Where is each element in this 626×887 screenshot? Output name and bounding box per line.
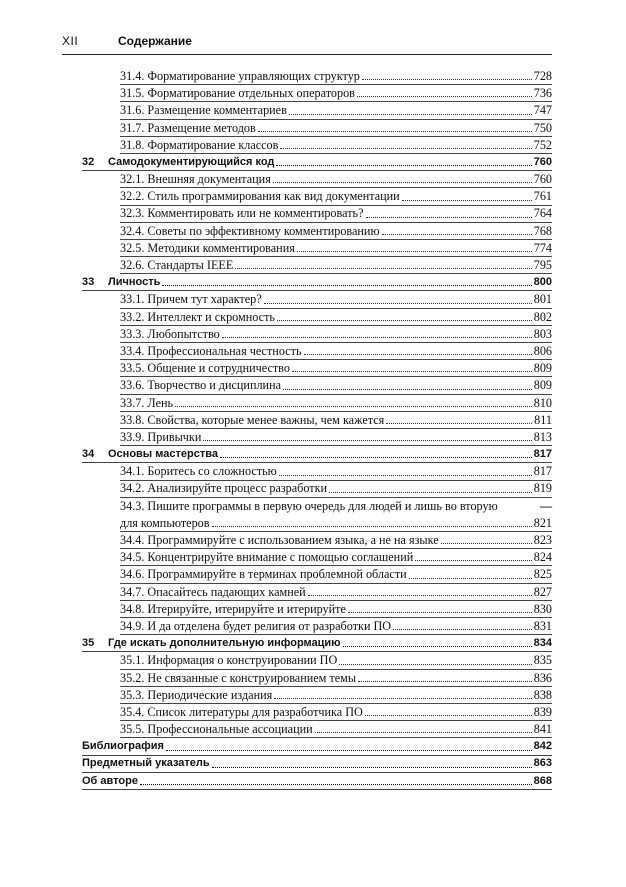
chapter-title: Где искать дополнительную информацию: [108, 637, 341, 650]
toc-chapter-entry[interactable]: [82, 274, 552, 291]
toc-section-entry[interactable]: [82, 223, 552, 240]
section-page: 836: [533, 670, 552, 685]
em-dash: —: [539, 498, 552, 513]
dot-leader: [357, 96, 532, 97]
dot-leader: [276, 165, 531, 166]
section-title: 34.2. Анализируйте процесс разработки: [120, 481, 328, 496]
toc-section-entry[interactable]: [82, 291, 552, 308]
section-title: 33.5. Общение и сотрудничество: [120, 361, 290, 376]
dot-leader: [277, 320, 532, 321]
section-page: 809: [533, 361, 552, 376]
toc-section-entry[interactable]: [82, 549, 552, 566]
section-title: 34.9. И да отделена будет религия от разработки ПО: [120, 618, 392, 633]
dot-leader: [280, 148, 531, 149]
toc-section-entry[interactable]: [82, 395, 552, 412]
dot-leader: [289, 114, 532, 115]
toc-section-entry[interactable]: [82, 566, 552, 583]
section-page: 830: [533, 601, 552, 616]
section-page: 821: [533, 515, 552, 530]
section-page: 825: [533, 567, 552, 582]
toc-section-entry[interactable]: [82, 721, 552, 738]
section-page: 760: [533, 172, 552, 187]
table-of-contents: [82, 68, 552, 790]
section-page: 838: [533, 687, 552, 702]
section-page: 809: [533, 378, 552, 393]
section-title: 33.9. Привычки: [120, 429, 202, 444]
dot-leader: [315, 732, 532, 733]
dot-leader: [409, 578, 532, 579]
dot-leader: [382, 234, 532, 235]
toc-section-entry[interactable]: [82, 257, 552, 274]
toc-backmatter-entry[interactable]: [82, 756, 552, 773]
section-page: 811: [534, 412, 552, 427]
dot-leader: [175, 406, 532, 407]
toc-backmatter-entry[interactable]: [82, 738, 552, 755]
section-page: 802: [533, 309, 552, 324]
chapter-page: 760: [533, 155, 552, 168]
dot-leader: [348, 612, 532, 613]
dot-leader: [292, 371, 532, 372]
section-title: 33.7. Лень: [120, 395, 174, 410]
section-title: 32.1. Внешняя документация: [120, 172, 271, 187]
chapter-page: 817: [533, 448, 552, 461]
dot-leader: [365, 715, 532, 716]
chapter-page: 800: [533, 276, 552, 289]
section-title: 34.1. Боритесь со сложностью: [120, 464, 277, 479]
backmatter-page: 842: [533, 740, 552, 753]
section-page: 810: [533, 395, 552, 410]
section-title: 33.2. Интеллект и скромность: [120, 309, 275, 324]
dot-leader: [343, 646, 532, 647]
toc-section-entry[interactable]: [82, 498, 552, 532]
dot-leader: [297, 251, 532, 252]
chapter-number: 35: [82, 637, 95, 650]
toc-section-entry[interactable]: [82, 704, 552, 721]
section-page: 750: [533, 120, 552, 135]
page-number: XII: [62, 34, 79, 48]
section-page: 795: [533, 258, 552, 273]
toc-section-entry[interactable]: [82, 68, 552, 85]
dot-leader: [402, 200, 532, 201]
section-title: 34.6. Программируйте в терминах проблемной области: [120, 567, 407, 582]
dot-leader: [162, 285, 531, 286]
toc-section-entry[interactable]: [82, 652, 552, 669]
section-title: 32.4. Советы по эффективному комментированию: [120, 223, 380, 238]
toc-section-entry[interactable]: [82, 532, 552, 549]
section-title: 35.1. Информация о конструировании ПО: [120, 653, 338, 668]
toc-section-entry[interactable]: [82, 601, 552, 618]
divider: [82, 789, 552, 790]
section-title: 34.8. Итерируйте, итерируйте и итерируйте: [120, 601, 346, 616]
dot-leader: [166, 750, 532, 751]
toc-section-entry[interactable]: [82, 687, 552, 704]
dot-leader: [386, 423, 532, 424]
section-page: 801: [533, 292, 552, 307]
toc-section-entry[interactable]: [82, 412, 552, 429]
toc-section-entry[interactable]: [82, 85, 552, 102]
dot-leader: [222, 337, 532, 338]
backmatter-page: 863: [533, 757, 552, 770]
section-title: 35.4. Список литературы для разработчика ПО: [120, 704, 363, 719]
section-title: 35.5. Профессиональные ассоциации: [120, 722, 313, 737]
section-title: 34.7. Опасайтесь падающих камней: [120, 584, 306, 599]
section-page: 817: [533, 464, 552, 479]
toc-section-entry[interactable]: [82, 463, 552, 480]
section-page: 831: [533, 618, 552, 633]
section-title: 33.3. Любопытство: [120, 326, 220, 341]
section-title: 31.7. Размещение методов: [120, 120, 256, 135]
chapter-number: 33: [82, 276, 95, 289]
toc-chapter-entry[interactable]: [82, 154, 552, 171]
section-title: 34.3. Пишите программы в первую очередь для людей и лишь во вторую: [120, 498, 498, 513]
toc-section-entry[interactable]: [82, 309, 552, 326]
toc-section-entry[interactable]: [82, 670, 552, 687]
section-page: 841: [533, 722, 552, 737]
toc-section-entry[interactable]: [82, 326, 552, 343]
section-title: 31.4. Форматирование управляющих структур: [120, 68, 360, 83]
dot-leader: [220, 457, 532, 458]
dot-leader: [304, 354, 532, 355]
backmatter-title: Библиография: [82, 740, 164, 753]
dot-leader: [140, 784, 532, 785]
section-page: 813: [533, 429, 552, 444]
dot-leader: [283, 389, 532, 390]
section-page: 803: [533, 326, 552, 341]
dot-leader: [212, 526, 532, 527]
toc-section-entry[interactable]: [82, 206, 552, 223]
toc-section-entry[interactable]: [82, 481, 552, 498]
dot-leader: [264, 303, 532, 304]
dot-leader: [212, 767, 532, 768]
dot-leader: [274, 698, 531, 699]
section-title: 32.3. Комментировать или не комментировать?: [120, 206, 364, 221]
toc-section-entry[interactable]: [82, 120, 552, 137]
toc-section-entry[interactable]: [82, 188, 552, 205]
section-title: 32.5. Методики комментирования: [120, 240, 295, 255]
backmatter-title: Предметный указатель: [82, 757, 210, 770]
backmatter-title: Об авторе: [82, 774, 138, 787]
dot-leader: [308, 595, 532, 596]
toc-section-entry[interactable]: [82, 584, 552, 601]
dot-leader: [362, 79, 532, 80]
dot-leader: [258, 131, 532, 132]
toc-section-entry[interactable]: [82, 377, 552, 394]
toc-section-entry[interactable]: [82, 240, 552, 257]
toc-section-entry[interactable]: [82, 343, 552, 360]
section-page: 806: [533, 343, 552, 358]
section-title: 31.5. Форматирование отдельных операторов: [120, 86, 355, 101]
toc-section-entry[interactable]: [82, 429, 552, 446]
dot-leader: [203, 440, 531, 441]
dot-leader: [393, 629, 532, 630]
section-title: 33.8. Свойства, которые менее важны, чем кажется: [120, 412, 385, 427]
section-title: 31.8. Форматирование классов: [120, 137, 279, 152]
dot-leader: [235, 268, 531, 269]
dot-leader: [366, 217, 532, 218]
section-page: 747: [533, 103, 552, 118]
dot-leader: [441, 543, 532, 544]
section-title-line: [120, 498, 552, 515]
section-page: 761: [533, 189, 552, 204]
section-page: 839: [533, 704, 552, 719]
toc-section-entry[interactable]: [82, 137, 552, 154]
section-page: 819: [533, 481, 552, 496]
section-title: 34.5. Концентрируйте внимание с помощью соглашений: [120, 550, 414, 565]
dot-leader: [273, 182, 532, 183]
dot-leader: [279, 475, 532, 476]
section-page: 764: [533, 206, 552, 221]
section-page: 824: [533, 550, 552, 565]
section-page: 774: [533, 240, 552, 255]
toc-backmatter-entry[interactable]: [82, 773, 552, 790]
chapter-number: 34: [82, 448, 95, 461]
section-page: 752: [533, 137, 552, 152]
chapter-number: 32: [82, 155, 95, 168]
chapter-page: 834: [533, 637, 552, 650]
section-title: 32.6. Стандарты IEEE: [120, 258, 234, 273]
section-title: 35.2. Не связанные с конструированием темы: [120, 670, 357, 685]
section-title-continuation: [120, 515, 552, 532]
running-title: Содержание: [118, 34, 192, 48]
section-title: 33.6. Творчество и дисциплина: [120, 378, 282, 393]
section-page: 835: [533, 653, 552, 668]
section-title: 33.4. Профессиональная честность: [120, 343, 302, 358]
running-header: [62, 32, 552, 55]
section-page: 823: [533, 533, 552, 548]
section-title: 35.3. Периодические издания: [120, 687, 273, 702]
backmatter-page: 868: [533, 774, 552, 787]
toc-section-entry[interactable]: [82, 102, 552, 119]
section-title: 33.1. Причем тут характер?: [120, 292, 262, 307]
section-page: 728: [533, 68, 552, 83]
section-page: 768: [533, 223, 552, 238]
section-title-cont: для компьютеров: [120, 515, 210, 530]
section-title: 31.6. Размещение комментариев: [120, 103, 287, 118]
toc-chapter-entry[interactable]: [82, 446, 552, 463]
dot-leader: [339, 664, 531, 665]
toc-section-entry[interactable]: [82, 360, 552, 377]
chapter-title: Личность: [108, 276, 161, 289]
section-title: 32.2. Стиль программирования как вид документации: [120, 189, 400, 204]
section-title: 34.4. Программируйте с использованием языка, а не на языке: [120, 533, 439, 548]
toc-section-entry[interactable]: [82, 171, 552, 188]
dot-leader: [415, 560, 531, 561]
section-page: 736: [533, 86, 552, 101]
dot-leader: [358, 681, 532, 682]
toc-chapter-entry[interactable]: [82, 635, 552, 652]
toc-section-entry[interactable]: [82, 618, 552, 635]
section-page: 827: [533, 584, 552, 599]
chapter-title: Самодокументирующийся код: [108, 155, 275, 168]
dot-leader: [329, 492, 532, 493]
chapter-title: Основы мастерства: [108, 448, 218, 461]
